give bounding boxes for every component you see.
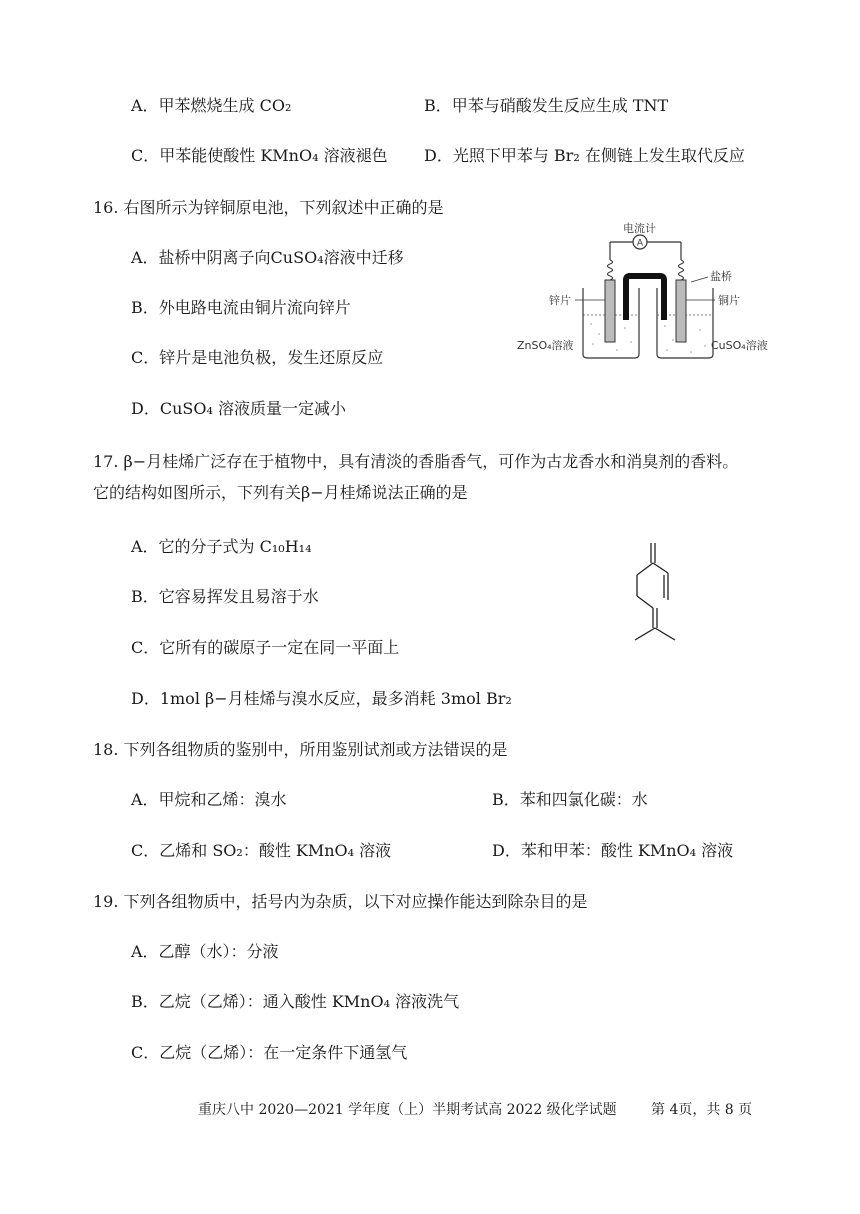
q18-option-c: C．乙烯和 SO₂：酸性 KMnO₄ 溶液 <box>131 841 392 860</box>
q17-stem-line2: 它的结构如图所示，下列有关β−月桂烯说法正确的是 <box>93 483 468 502</box>
q19-option-a: A．乙醇（水）：分液 <box>131 942 279 961</box>
q19-option-b: B．乙烷（乙烯）：通入酸性 KMnO₄ 溶液洗气 <box>131 992 460 1011</box>
q18-option-b: B．苯和四氯化碳：水 <box>492 790 648 809</box>
q15-option-b: B．甲苯与硝酸发生反应生成 TNT <box>424 96 669 115</box>
ammeter-label: 电流计 <box>623 222 656 235</box>
q18-option-a: A．甲烷和乙烯：溴水 <box>131 790 287 809</box>
myrcene-structure-figure <box>615 538 690 650</box>
q19-option-c: C．乙烷（乙烯）：在一定条件下通氢气 <box>131 1043 408 1062</box>
q19-stem: 19. 下列各组物质中，括号内为杂质，以下对应操作能达到除杂目的是 <box>93 892 588 911</box>
q17-option-b: B．它容易挥发且易溶于水 <box>131 587 319 606</box>
q17-option-c: C．它所有的碳原子一定在同一平面上 <box>131 638 400 657</box>
page-number: 第 4页，共 8 页 <box>651 1102 753 1118</box>
q15-option-c: C．甲苯能使酸性 KMnO₄ 溶液褪色 <box>131 146 388 165</box>
q18-stem: 18. 下列各组物质的鉴别中，所用鉴别试剂或方法错误的是 <box>93 740 508 759</box>
q17-option-d: D．1mol β−月桂烯与溴水反应，最多消耗 3mol Br₂ <box>131 689 512 708</box>
q15-option-d: D．光照下甲苯与 Br₂ 在侧链上发生取代反应 <box>424 146 745 165</box>
q16-option-b: B．外电路电流由铜片流向锌片 <box>131 298 351 317</box>
q18-option-d: D．苯和甲苯：酸性 KMnO₄ 溶液 <box>492 841 734 860</box>
q15-option-a: A．甲苯燃烧生成 CO₂ <box>131 96 292 115</box>
ammeter-symbol: A <box>636 238 644 249</box>
q16-option-d: D．CuSO₄ 溶液质量一定减小 <box>131 399 346 418</box>
footer-title: 重庆八中 2020—2021 学年度（上）半期考试高 2022 级化学试题 <box>198 1102 617 1118</box>
q16-option-a: A．盐桥中阴离子向CuSO₄溶液中迁移 <box>131 248 404 267</box>
q17-stem-line1: 17. β−月桂烯广泛存在于植物中，具有清淡的香脂香气，可作为古龙香水和消臭剂的香料。 <box>93 452 739 471</box>
right-solution-label: CuSO₄溶液 <box>711 339 768 352</box>
q16-stem: 16. 右图所示为锌铜原电池，下列叙述中正确的是 <box>93 198 444 217</box>
copper-label: 铜片 <box>718 294 740 307</box>
q16-option-c: C．锌片是电池负极，发生还原反应 <box>131 348 384 367</box>
galvanic-cell-figure <box>505 220 785 365</box>
zinc-label: 锌片 <box>549 294 571 307</box>
left-solution-label: ZnSO₄溶液 <box>517 339 574 352</box>
salt-bridge-label: 盐桥 <box>710 270 732 283</box>
q17-option-a: A．它的分子式为 C₁₀H₁₄ <box>131 537 312 556</box>
